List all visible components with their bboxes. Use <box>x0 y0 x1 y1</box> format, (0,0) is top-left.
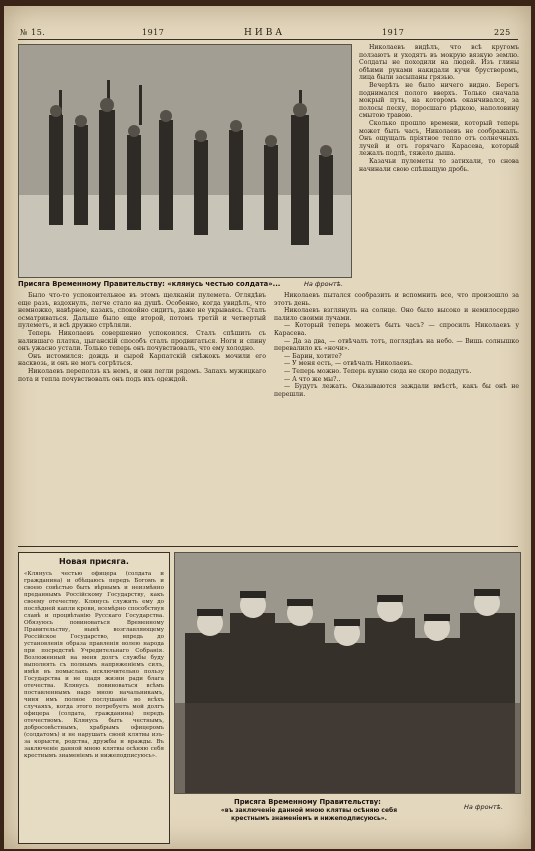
dialogue-line: — Теперь можно. Теперь кухню сюда не скоро подадутъ. <box>284 367 472 375</box>
paragraph: — Который теперь можетъ быть часъ? — спросилъ Николаевъ у Карасева. <box>274 322 519 337</box>
section-rule <box>18 546 518 547</box>
oath-text-box <box>18 552 170 844</box>
article-left-column <box>18 292 266 542</box>
page-issue-number: № 15. <box>20 28 46 37</box>
paragraph: — Будутъ лежать. Оказываются заждали вмѣстѣ, какъ бы онѣ не перешли. <box>274 383 519 398</box>
paragraph: Николаевъ пытался сообразить и вспомнить все, что произошло за этотъ день. <box>274 292 519 307</box>
header-year-left: 1917 <box>142 28 165 37</box>
photo-soldiers-raising-hands <box>19 45 351 277</box>
header-year-right: 1917 <box>382 28 405 37</box>
article-right-column <box>274 292 519 542</box>
bottom-photo-credit: На фронтѣ. <box>464 803 504 811</box>
header-title: НИВА <box>244 28 286 38</box>
paragraph: Николаевъ видѣлъ, что всѣ кругомъ ползаютъ и уходятъ въ мокрую вязкую землю. Солдаты не походили на людей. Изъ глины обѣими руками накидали кучи брустверомъ, лица были засыпаны грязью. <box>359 44 519 82</box>
oath-photo-bottom <box>174 552 521 794</box>
paragraph: Вечерѣть не было ничего видно. Берегъ поднимался полого вверхъ. Только сначала мокрый путь, на которомъ оканчивался, за полосы песку, поросшаго рѣдкою, наполовину смытою травою. <box>359 81 519 120</box>
page-number: 225 <box>494 28 511 37</box>
oath-box-text: «Клянусь честью офицера (солдата и гражданина) и обѣщаюсь передъ Богомъ и своею совѣстью быть вѣрнымъ и неизмѣнно преданнымъ Россійскому Государству, какъ своему отечеству. Клянусь служить ему до послѣдней капли крови, всемѣрно способствуя славѣ и процвѣтанію Русскаго Государства. Обязуюсь повиноваться Временному Правительству, нынѣ возглавляющему Россійское Государство, впредь до установленія образа правленія волею народа при посредствѣ Учредительнаго Собранія. Возложенный на меня долгъ службы буду выполнять съ полнымъ напряженіемъ силъ, имѣя въ помыслахъ исключительно пользу Государства и не щадя жизни ради блага отечества. Клянусь повиноваться всѣмъ поставленнымъ надо мною начальникамъ, чиня имъ полное послушаніе во всѣхъ случаяхъ, когда этого потребуетъ мой долгъ офицера (солдата, гражданина) передъ отечествомъ. Клянусь быть честнымъ, добросовѣстнымъ, храбрымъ офицеромъ (солдатомъ) и не нарушать своей клятвы изъ-за корысти, родства, дружбы и вражды. Въ заключеніе данной мною клятвы осѣняю себя крестнымъ знаменіемъ и нижеподписуюсь». <box>24 571 164 759</box>
paragraph: Было что-то успокоительное въ этомъ щелканіи пулемета. Оглядѣвъ еще разъ, вздохнулъ, легче стало на душѣ. Особенно, когда увидѣлъ, что немножко, навѣрное, казакъ, спокойно сидитъ, даже не укрываясь. Сталъ осматриваться. Дальше было еще второй, потомъ третій и четвертый пулеметъ, и всѣ дружно стрѣляли. <box>18 292 266 330</box>
paragraph: — Да за два, — отвѣчалъ тотъ, поглядѣвъ на небо. — Вишь солнышко перевалило къ «ночи». <box>274 337 519 353</box>
dialogue-line: — А что же мы?.. <box>284 375 341 383</box>
paragraph: Казачьи пулеметы то затихали, то снова начинали свою спѣшащую дробь. <box>359 157 519 173</box>
paragraph: Сколько прошло времени, который теперь может быть часъ, Николаевъ не соображалъ. Онъ ощущалъ пріятное тепло отъ солнечныхъ лучей и отъ горячаго Карасева, который лежалъ подлѣ, тяжело дыша. <box>359 119 519 158</box>
paragraph: Николаевъ переползъ къ немъ, и они легли рядомъ. Запахъ мужицкаго пота и тепла почувствовалъ онъ подъ ихъ одеждой. <box>18 367 266 383</box>
magazine-page <box>4 6 531 849</box>
paragraph: Николаевъ взглянулъ на солнце. Оно было высоко и немилосердно палило своими лучами. <box>274 307 519 322</box>
paragraph: Теперь Николаевъ совершенно успокоился. Сталъ спѣшить съ налившаго платка, цыганскій способъ сталъ продвигаться. Ноги и спину онъ ужасно устали. Только теперь онъ почувствовалъ, что ему холодно. <box>18 329 266 353</box>
paragraph: Онъ истомился: дождь и сырой Карпатскій снѣжокъ мочили его насквозь, и онъ не могъ согрѣться. <box>18 352 266 368</box>
top-photo-credit: На фронтѣ. <box>304 280 344 288</box>
bottom-photo-caption-title: Присяга Временному Правительству: <box>234 798 381 806</box>
top-photo-caption: Присяга Временному Правительству: «клянусь честью солдата»... <box>18 280 281 288</box>
dialogue-line: — У меня есть, — отвѣчалъ Николаевъ. <box>284 360 413 368</box>
oath-box-title: Новая присяга. <box>59 557 129 566</box>
bottom-photo-caption-text: «въ заключеніе данной мною клятвы осѣняю себя крестнымъ знаменіемъ и нижеподписуюсь». <box>220 807 398 822</box>
article-right-top <box>359 44 519 280</box>
header-rule <box>18 39 518 40</box>
photo-officers-group <box>175 553 520 793</box>
oath-photo-top <box>18 44 352 278</box>
dialogue-line: — Барин, хотите? <box>284 352 342 360</box>
